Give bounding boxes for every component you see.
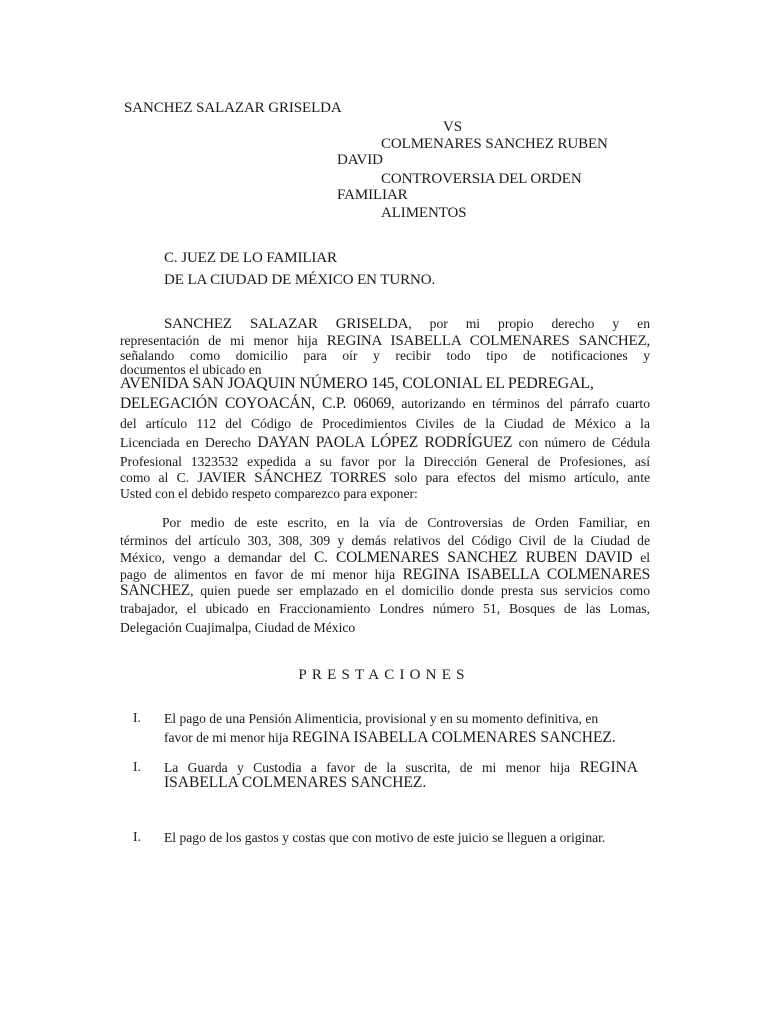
item-1-line-2: favor de mi menor hija REGINA ISABELLA COLMENARES SANCHEZ. xyxy=(164,729,616,746)
intro-line-6: DELEGACIÓN COYOACÁN, C.P. 06069, autorizando en términos del párrafo cuarto xyxy=(120,395,650,412)
item-1-text xyxy=(164,710,650,746)
item-2-numeral: I. xyxy=(133,759,141,774)
defendant-name-line2: DAVID xyxy=(337,152,383,168)
claim-line-2: términos del artículo 303, 308, 309 y demás relativos del Código Civil de la Ciudad de xyxy=(120,533,650,548)
item-2-text xyxy=(164,759,638,791)
claim-line-3: México, vengo a demandar del C. COLMENARES SANCHEZ RUBEN DAVID el xyxy=(120,549,651,566)
claim-line-4: pago de alimentos en favor de mi menor hija REGINA ISABELLA COLMENARES xyxy=(120,566,650,583)
matter-line2: FAMILIAR xyxy=(337,187,408,203)
matter-line1: CONTROVERSIA DEL ORDEN xyxy=(381,171,582,187)
claim-line-5: SANCHEZ, quien puede ser emplazado en el domicilio donde presta sus servicios como xyxy=(120,582,650,599)
addressee-line1: C. JUEZ DE LO FAMILIAR xyxy=(164,250,337,266)
intro-line-8: Licenciada en Derecho DAYAN PAOLA LÓPEZ RODRÍGUEZ con número de Cédula xyxy=(120,434,650,451)
prestaciones-heading: PRESTACIONES xyxy=(298,667,470,683)
item-2-line-1: La Guarda y Custodia a favor de la suscrita, de mi menor hija REGINA xyxy=(164,759,638,776)
versus-label: VS xyxy=(443,119,462,135)
intro-line-11: Usted con el debido respeto comparezco para exponer: xyxy=(120,486,418,501)
subject-label: ALIMENTOS xyxy=(381,205,467,221)
item-1-numeral: I. xyxy=(133,710,141,725)
item-3-numeral: I. xyxy=(133,829,141,844)
intro-line-2: representación de mi menor hija REGINA ISABELLA COLMENARES SANCHEZ, xyxy=(120,333,650,349)
intro-line-7: del artículo 112 del Código de Procedimientos Civiles de la Ciudad de México a la xyxy=(120,416,650,431)
intro-line-1: SANCHEZ SALAZAR GRISELDA, por mi propio derecho y en xyxy=(164,316,650,332)
intro-line-10: como al C. JAVIER SÁNCHEZ TORRES solo para efectos del mismo artículo, ante xyxy=(120,470,651,486)
intro-line-9: Profesional 1323532 expedida a su favor por la Dirección General de Profesiones, así xyxy=(120,454,650,469)
intro-line-3: señalando como domicilio para oír y recibir todo tipo de notificaciones y xyxy=(120,348,650,363)
item-1-line-1: El pago de una Pensión Alimenticia, provisional y en su momento definitiva, en xyxy=(164,711,599,726)
intro-paragraph xyxy=(120,316,650,502)
item-3-line-1: El pago de los gastos y costas que con motivo de este juicio se lleguen a originar. xyxy=(164,830,606,845)
defendant-name-line1: COLMENARES SANCHEZ RUBEN xyxy=(381,136,608,152)
addressee-line2: DE LA CIUDAD DE MÉXICO EN TURNO. xyxy=(164,272,436,288)
intro-line-4: documentos el ubicado en xyxy=(120,362,262,377)
intro-address-line: AVENIDA SAN JOAQUIN NÚMERO 145, COLONIAL EL PEDREGAL, xyxy=(120,375,594,392)
item-3-text xyxy=(164,829,654,846)
claim-line-1: Por medio de este escrito, en la vía de Controversias de Orden Familiar, en xyxy=(162,515,650,530)
claim-line-7: Delegación Cuajimalpa, Ciudad de México xyxy=(120,620,356,635)
actor-name: SANCHEZ SALAZAR GRISELDA xyxy=(124,100,342,116)
item-2-line-2: ISABELLA COLMENARES SANCHEZ. xyxy=(164,774,427,791)
claim-line-6: trabajador, el ubicado en Fraccionamiento Londres número 51, Bosques de las Lomas, xyxy=(120,601,650,616)
claim-paragraph xyxy=(120,515,650,638)
